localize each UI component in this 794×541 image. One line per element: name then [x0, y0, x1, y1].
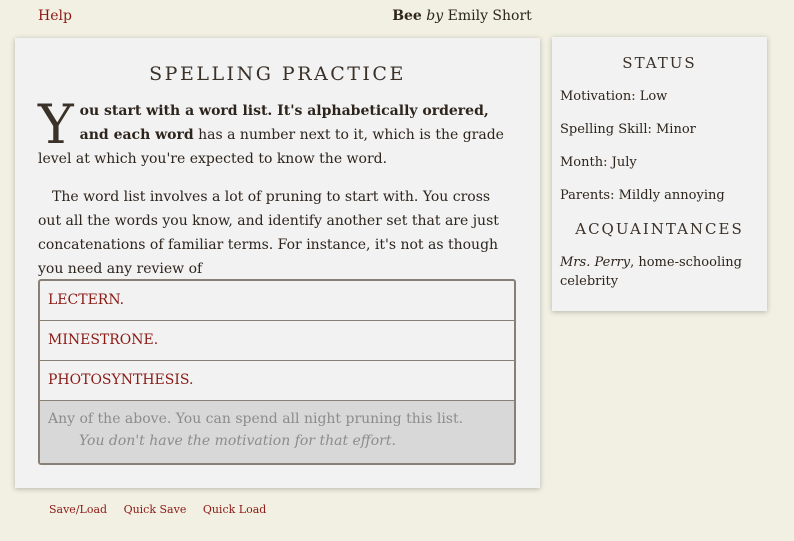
- choice-photosynthesis[interactable]: PHOTOSYNTHESIS.: [40, 361, 514, 401]
- help-link[interactable]: Help: [38, 8, 72, 24]
- section-heading: SPELLING PRACTICE: [149, 63, 406, 85]
- stat-motivation: Motivation: Low: [560, 89, 668, 104]
- choice-minestrone[interactable]: MINESTRONE.: [40, 321, 514, 361]
- title-by: by: [426, 8, 444, 24]
- title-author: Emily Short: [447, 8, 532, 24]
- paragraph-1: [38, 93, 517, 171]
- choice-lectern[interactable]: LECTERN.: [40, 281, 514, 321]
- main-panel: [15, 38, 540, 488]
- quick-load-link[interactable]: Quick Load: [202, 503, 267, 516]
- top-bar: [0, 0, 794, 34]
- acquaintances-heading: ACQUAINTANCES: [575, 220, 744, 238]
- status-heading: STATUS: [622, 54, 697, 72]
- paragraph-1-rest: has a number next to it, which is the grade level at which you're expected to know the word.: [38, 127, 504, 167]
- footer-bar: [49, 503, 279, 516]
- disabled-choice-reason: You don't have the motivation for that effort.: [79, 433, 396, 449]
- acquaintance-desc: , home-schooling celebrity: [560, 255, 742, 289]
- stat-spelling-skill: Spelling Skill: Minor: [560, 122, 696, 137]
- choice-list: [38, 279, 516, 465]
- stat-parents: Parents: Mildly annoying: [560, 188, 725, 203]
- save-load-link[interactable]: Save/Load: [49, 503, 108, 516]
- status-sidebar: [552, 37, 767, 311]
- paragraph-2: The word list involves a lot of pruning to start with. You cross out all the words you know, and identify another set that are just concatenations of familiar terms. For instance, it's not as though you need any review of: [38, 189, 499, 277]
- game-title: [0, 8, 794, 24]
- paragraph-1-lead: ou start with a word list. It's alphabetically ordered, and each word: [79, 103, 489, 143]
- acquaintance-name: Mrs. Perry: [560, 255, 631, 270]
- disabled-choice-label: Any of the above. You can spend all night pruning this list.: [48, 411, 464, 427]
- stat-month: Month: July: [560, 155, 637, 170]
- acquaintance-entry: [560, 253, 759, 291]
- choice-any-disabled: [40, 401, 514, 463]
- title-name: Bee: [392, 8, 422, 24]
- drop-cap: Y: [38, 93, 74, 156]
- quick-save-link[interactable]: Quick Save: [123, 503, 187, 516]
